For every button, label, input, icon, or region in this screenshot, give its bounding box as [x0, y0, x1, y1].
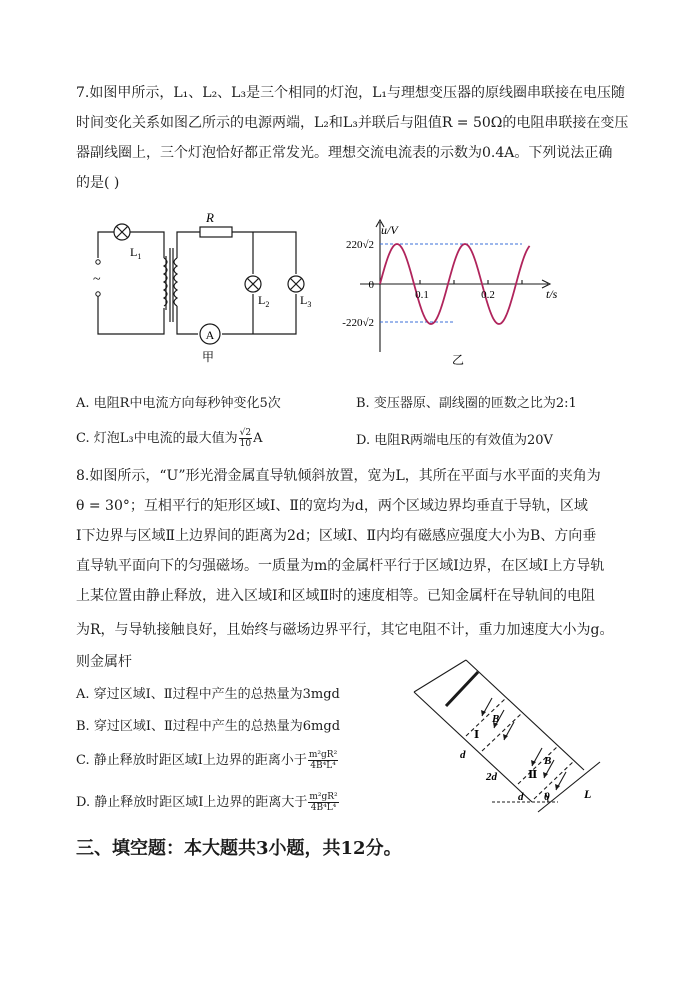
q8-option-d: D. 静止释放时距区域Ⅰ上边界的距离大于 $\frac{\text{m²gR²}}{\text{4B⁴L⁴}}$ — [76, 792, 338, 813]
q8-line-4: 直导轨平面向下的匀强磁场。一质量为m的金属杆平行于区域Ⅰ边界，在区域Ⅰ上方导轨 — [76, 558, 605, 574]
q7-option-c-fraction: $\frac{√2}{10}$ — [239, 428, 252, 449]
region-2-label: Ⅱ — [528, 769, 538, 781]
voltage-waveform — [330, 216, 580, 368]
q7-option-c: C. 灯泡L₃中电流的最大值为 $\frac{√2}{10}$ A — [76, 428, 263, 449]
q7-option-b: B. 变压器原、副线圈的匝数之比为2:1 — [356, 396, 577, 411]
x-tick-2: 0.2 — [481, 289, 495, 301]
y-min-label: -220√2 — [342, 317, 374, 329]
q7-option-d: D. 电阻R两端电压的有效值为20V — [356, 433, 553, 448]
q8-line-5: 上某位置由静止释放，进入区域Ⅰ和区域Ⅱ时的速度相等。已知金属杆在导轨间的电阻 — [76, 588, 596, 604]
q8-line-3: Ⅰ下边界与区域Ⅱ上边界间的距离为2d；区域Ⅰ、Ⅱ内均有磁感应强度大小为B、方向垂 — [76, 528, 597, 544]
gap-2d-label: 2d — [486, 771, 497, 783]
q8-option-b: B. 穿过区域Ⅰ、Ⅱ过程中产生的总热量为6mgd — [76, 719, 341, 734]
q7-line-1: 7.如图甲所示，L₁、L₂、L₃是三个相同的灯泡，L₁与理想变压器的原线圈串联接在电压随 — [76, 85, 625, 101]
region-1-label: Ⅰ — [474, 729, 480, 741]
q8-option-a: A. 穿过区域Ⅰ、Ⅱ过程中产生的总热量为3mgd — [76, 687, 340, 702]
q8-line-6: 为R，与导轨接触良好，且始终与磁场边界平行，其它电阻不计，重力加速度大小为g。 — [76, 622, 614, 638]
y-axis-label: u/V — [381, 223, 398, 237]
q8-option-c-fraction: $\frac{\text{m²gR²}}{\text{4B⁴L⁴}}$ — [308, 750, 338, 771]
q8-option-d-fraction: $\frac{\text{m²gR²}}{\text{4B⁴L⁴}}$ — [309, 792, 338, 813]
y-max-label: 220√2 — [345, 239, 374, 251]
width-d-label-1: d — [460, 749, 466, 761]
resistor-label: R — [206, 210, 214, 225]
lamp-L2-label: $L_2$ — [258, 293, 270, 309]
q7-line-2: 时间变化关系如图乙所示的电源两端，L₂和L₃并联后与阻值R = 50Ω的电阻串联接在变压 — [76, 115, 629, 131]
width-d-label-2: d — [518, 791, 524, 803]
q7-line-3: 器副线圈上，三个灯泡恰好都正常发光。理想交流电流表的示数为0.4A。下列说法正确 — [76, 145, 613, 161]
q7-line-4: 的是( ) — [76, 175, 120, 191]
x-axis-label: t/s — [546, 287, 558, 301]
q8-line-7: 则金属杆 — [76, 654, 132, 670]
q8-line-2: θ = 30°；互相平行的矩形区域Ⅰ、Ⅱ的宽均为d，两个区域边界均垂直于导轨，区域 — [76, 498, 588, 514]
lamp-L3-label: $L_3$ — [300, 293, 312, 309]
section-3-heading: 三、填空题：本大题共3小题，共12分。 — [76, 838, 402, 859]
figure-jia-caption: 甲 — [201, 350, 215, 364]
rail-width-L-label: L — [584, 787, 592, 801]
lamp-L1-label: $L_1$ — [130, 245, 142, 261]
circuit-diagram — [86, 210, 312, 368]
q8-line-1: 8.如图所示，“U”形光滑金属直导轨倾斜放置，宽为L，其所在平面与水平面的夹角为 — [76, 468, 601, 484]
field-B-label-2: B — [544, 755, 552, 767]
figure-yi-caption: 乙 — [451, 353, 465, 367]
angle-theta-label: θ — [544, 791, 550, 803]
x-tick-1: 0.1 — [415, 289, 429, 301]
q8-option-c: C. 静止释放时距区域Ⅰ上边界的距离小于 $\frac{\text{m²gR²}}{\text{4B⁴L⁴}}$ — [76, 750, 338, 771]
origin-label: 0 — [368, 279, 374, 291]
inclined-rails-diagram — [408, 652, 608, 822]
source-symbol: ~ — [93, 272, 101, 287]
ammeter-label: A — [205, 328, 215, 342]
q7-option-a: A. 电阻R中电流方向每秒钟变化5次 — [76, 396, 281, 411]
field-B-label-1: B — [492, 713, 500, 725]
